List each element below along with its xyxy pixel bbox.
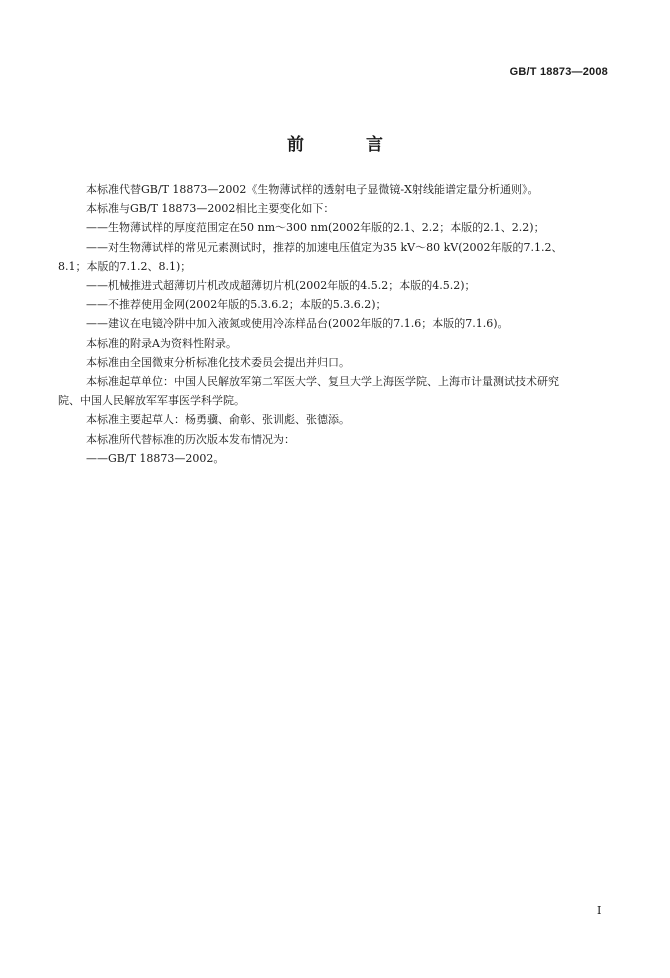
change-item-voltage-continued: 8.1；本版的7.1.2、8.1)； (58, 259, 192, 273)
history-item: ——GB/T 18873—2002。 (86, 451, 225, 465)
paragraph-drafting-units: 本标准起草单位：中国人民解放军第二军医大学、复旦大学上海医学院、上海市计量测试技术研究 (86, 375, 559, 389)
paragraph-appendix: 本标准的附录A为资料性附录。 (86, 336, 237, 350)
change-item-microtome: ——机械推进式超薄切片机改成超薄切片机(2002年版的4.5.2；本版的4.5.2)； (86, 279, 476, 293)
change-item-gold-grid: ——不推荐使用金网(2002年版的5.3.6.2；本版的5.3.6.2)； (86, 298, 387, 312)
paragraph-history-intro: 本标准所代替标准的历次版本发布情况为： (86, 432, 295, 446)
paragraph-drafters: 本标准主要起草人：杨勇骥、俞彰、张训彪、张德添。 (86, 413, 350, 427)
page-number: I (597, 904, 602, 917)
paragraph-drafting-units-continued: 院、中国人民解放军军事医学科学院。 (58, 394, 245, 408)
change-item-cold-trap: ——建议在电镜冷阱中加入液氮或使用冷冻样品台(2002年版的7.1.6；本版的7.1.6)。 (86, 317, 509, 331)
paragraph-proposer: 本标准由全国微束分析标准化技术委员会提出并归口。 (86, 355, 350, 369)
page-title: 前 言 (287, 135, 411, 155)
paragraph-replaces: 本标准代替GB/T 18873—2002《生物薄试样的透射电子显微镜-X射线能谱定量分析通则》。 (86, 183, 539, 196)
change-item-voltage: ——对生物薄试样的常见元素测试时，推荐的加速电压值定为35 kV～80 kV(2002年版的7.1.2、 (86, 240, 563, 254)
change-item-thickness: ——生物薄试样的厚度范围定在50 nm～300 nm(2002年版的2.1、2.2；本版的2.1、2.2)； (86, 221, 545, 235)
paragraph-changes-intro: 本标准与GB/T 18873—2002相比主要变化如下： (86, 202, 335, 216)
standard-code: GB/T 18873—2008 (509, 66, 608, 78)
foreword-body (58, 180, 614, 468)
